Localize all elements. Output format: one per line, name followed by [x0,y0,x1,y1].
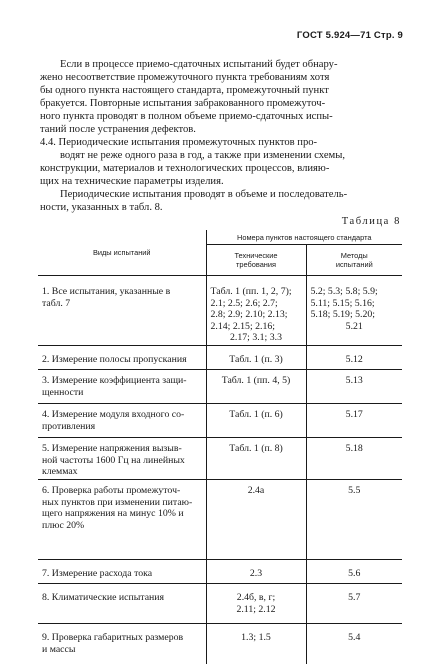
methods-cell: 5.5 [306,480,402,560]
paragraph-2: водят не реже одного раза в год, а также при изменении схемы, конструкции, материалов и технологических процессов, влияю- щих на технические параметры изделия. [40,150,346,187]
table-row [38,276,402,346]
table-row [38,438,402,480]
test-name-cell: 4. Измерение модуля входного со- противления [38,404,206,438]
requirements-cell: Табл. 1 (п. 6) [206,404,306,438]
table-row [38,404,402,438]
requirements-cell: 1.3; 1.5 [206,624,306,664]
page-header: ГОСТ 5.924—71 Стр. 9 [296,30,403,41]
test-name-cell: 8. Климатические испытания [38,584,206,624]
table-row [38,560,402,584]
requirements-cell: 2.3 [206,560,306,584]
test-name-cell: 3. Измерение коэффициента защи- щенности [38,370,206,404]
table-row [38,346,402,370]
methods-cell: 5.7 [306,584,402,624]
table-caption: Таблица 8 [341,216,401,227]
table-row [38,480,402,560]
test-name-cell: 9. Проверка габаритных размеров и массы [38,624,206,664]
requirements-cell: Табл. 1 (п. 8) [206,438,306,480]
test-name-cell: 5. Измерение напряжения вызыв- ной частоты 1600 Гц на линейных клеммах [38,438,206,480]
header-test-types: Виды испытаний [38,230,206,276]
header-test-methods: Методы испытаний [306,245,402,276]
requirements-cell: Табл. 1 (п. 3) [206,346,306,370]
table-row [38,584,402,624]
requirements-cell: 2.4б, в, г; 2.11; 2.12 [206,584,306,624]
test-name-cell: 2. Измерение полосы пропускания [38,346,206,370]
methods-cell: 5.4 [348,632,361,643]
methods-cell: 5.6 [306,560,402,584]
methods-cell: 5.17 [306,404,402,438]
test-name-cell: 7. Измерение расхода тока [38,560,206,584]
tests-table [38,230,402,664]
methods-cell: 5.12 [306,346,402,370]
test-name-cell: 6. Проверка работы промежуточ- ных пунктов при изменении питаю- щего напряжения на минус 10% и плюс 20% [38,480,206,560]
test-name-cell: 1. Все испытания, указанные в табл. 7 [38,276,206,346]
requirements-cell: 2.4а [206,480,306,560]
table-row [38,624,402,664]
paragraph-3: Периодические испытания проводят в объеме и последователь- ности, указанных в табл. 8. [40,189,348,213]
methods-cell: 5.2; 5.3; 5.8; 5.9; 5.11; 5.15; 5.16; 5.18; 5.19; 5.20; 5.21 [306,276,402,346]
requirements-cell: Табл. 1 (пп. 4, 5) [206,370,306,404]
table-row [38,370,402,404]
header-clause-numbers: Номера пунктов настоящего стандарта [206,230,402,245]
methods-cell: 5.13 [306,370,402,404]
methods-cell: 5.18 [306,438,402,480]
header-tech-requirements: Технические требования [206,245,306,276]
paragraph-1: Если в процессе приемо-сдаточных испытаний будет обнару- жено несоответствие промежуточного пункта требованиям хотя бы одного пункта настоящего стандарта, промежуточный пункт бракуется. Повторные испытания забракованного промежуточ- ного пункта проводят в полном объеме приемо-сдаточных испы- таний после устранения дефектов. 4.4. Периодические испытания промежуточных пунктов про- [40,59,338,148]
requirements-cell: Табл. 1 (пп. 1, 2, 7); 2.1; 2.5; 2.6; 2.7; 2.8; 2.9; 2.10; 2.13; 2.14; 2.15; 2.16; 2.17; 3.1; 3.3 [206,276,306,346]
